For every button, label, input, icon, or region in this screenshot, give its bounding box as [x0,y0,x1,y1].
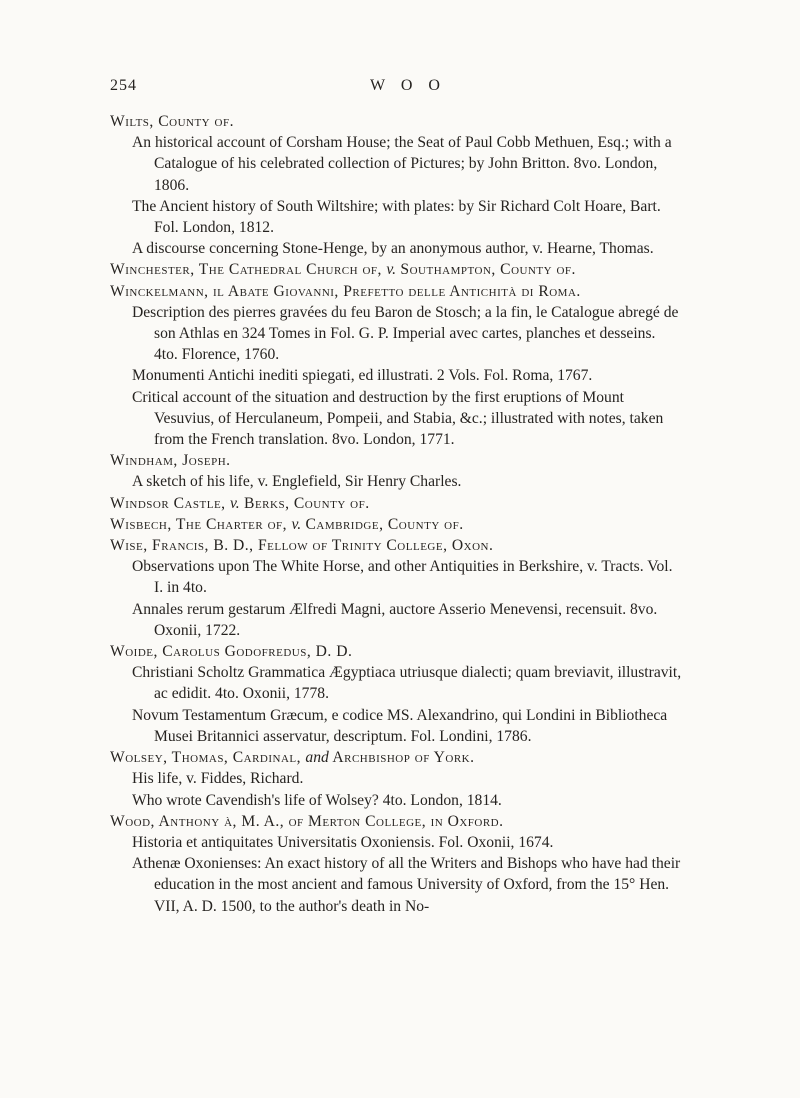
entry-heading-windham: Windham, Joseph. [110,452,231,470]
entry-item: Historia et antiquitates Universitatis Oxoniensis. Fol. Oxonii, 1674. [132,833,554,851]
entry-item: Annales rerum gestarum Ælfredi Magni, auctore Asserio Menevensi, recensuit. 8vo. Oxonii, 1722. [132,600,658,639]
entry-heading-wisbech: Wisbech, The Charter of, v. Cambridge, County of. [110,515,464,533]
page-number: 254 [110,77,137,94]
entry-item: A discourse concerning Stone-Henge, by an anonymous author, v. Hearne, Thomas. [132,240,654,258]
entry-item: A sketch of his life, v. Englefield, Sir Henry Charles. [132,473,462,491]
entry-heading-wolsey: Wolsey, Thomas, Cardinal, and Archbishop of York. [110,749,475,767]
entry-heading-wood: Wood, Anthony à, M. A., of Merton College, in Oxford. [110,812,504,830]
entry-item: Novum Testamentum Græcum, e codice MS. Alexandrino, qui Londini in Bibliotheca Musei Britannici asservatur, descriptum. Fol. Londini, 1786. [132,706,668,745]
entry-heading-woide: Woide, Carolus Godofredus, D. D. [110,643,353,661]
entry-heading-wise: Wise, Francis, B. D., Fellow of Trinity College, Oxon. [110,537,494,555]
entry-heading-wilts: Wilts, County of. [110,113,234,130]
entry-item: Christiani Scholtz Grammatica Ægyptiaca utriusque dialecti; quam breviavit, illustravit, ac edidit. 4to. Oxonii, 1778. [132,664,682,703]
entry-item: Observations upon The White Horse, and other Antiquities in Berkshire, v. Tracts. Vol. I. in 4to. [132,558,673,597]
entry-item: Critical account of the situation and destruction by the first eruptions of Mount Vesuvius, of Herculaneum, Pompeii, and Stabia, &c.; illustrated with notes, taken from the French translation. 8vo. London, 1771. [132,388,664,449]
entry-item: Description des pierres gravées du feu Baron de Stosch; a la fin, le Catalogue abregé de son Athlas en 324 Tomes in Fol. G. P. Imperial avec cartes, planches et desseins. 4to. Florence, 1760. [132,303,679,364]
entry-item: An historical account of Corsham House; the Seat of Paul Cobb Methuen, Esq.; with a Catalogue of his celebrated collection of Pictures; by John Britton. 8vo. London, 1806. [132,134,672,194]
entry-heading-windsor: Windsor Castle, v. Berks, County of. [110,494,370,512]
entry-item: Monumenti Antichi inediti spiegati, ed illustrati. 2 Vols. Fol. Roma, 1767. [132,367,593,385]
entry-item: His life, v. Fiddes, Richard. [132,770,304,788]
entry-item: Who wrote Cavendish's life of Wolsey? 4to. London, 1814. [132,791,502,809]
entry-heading-winckelmann: Winckelmann, il Abate Giovanni, Prefetto delle Antichità di Roma. [110,282,581,300]
entry-item: The Ancient history of South Wiltshire; with plates: by Sir Richard Colt Hoare, Bart. Fol. London, 1812. [132,197,661,237]
entry-item: Athenæ Oxonienses: An exact history of all the Writers and Bishops who have had their education in the most ancient and famous University of Oxford, from the 15° Hen. VII, A. D. 1500, to the author's death in No- [132,855,681,915]
running-head: W O O [370,77,446,94]
index-entries [110,111,682,917]
entry-heading-winchester: Winchester, The Cathedral Church of, v. Southampton, County of. [110,261,576,279]
